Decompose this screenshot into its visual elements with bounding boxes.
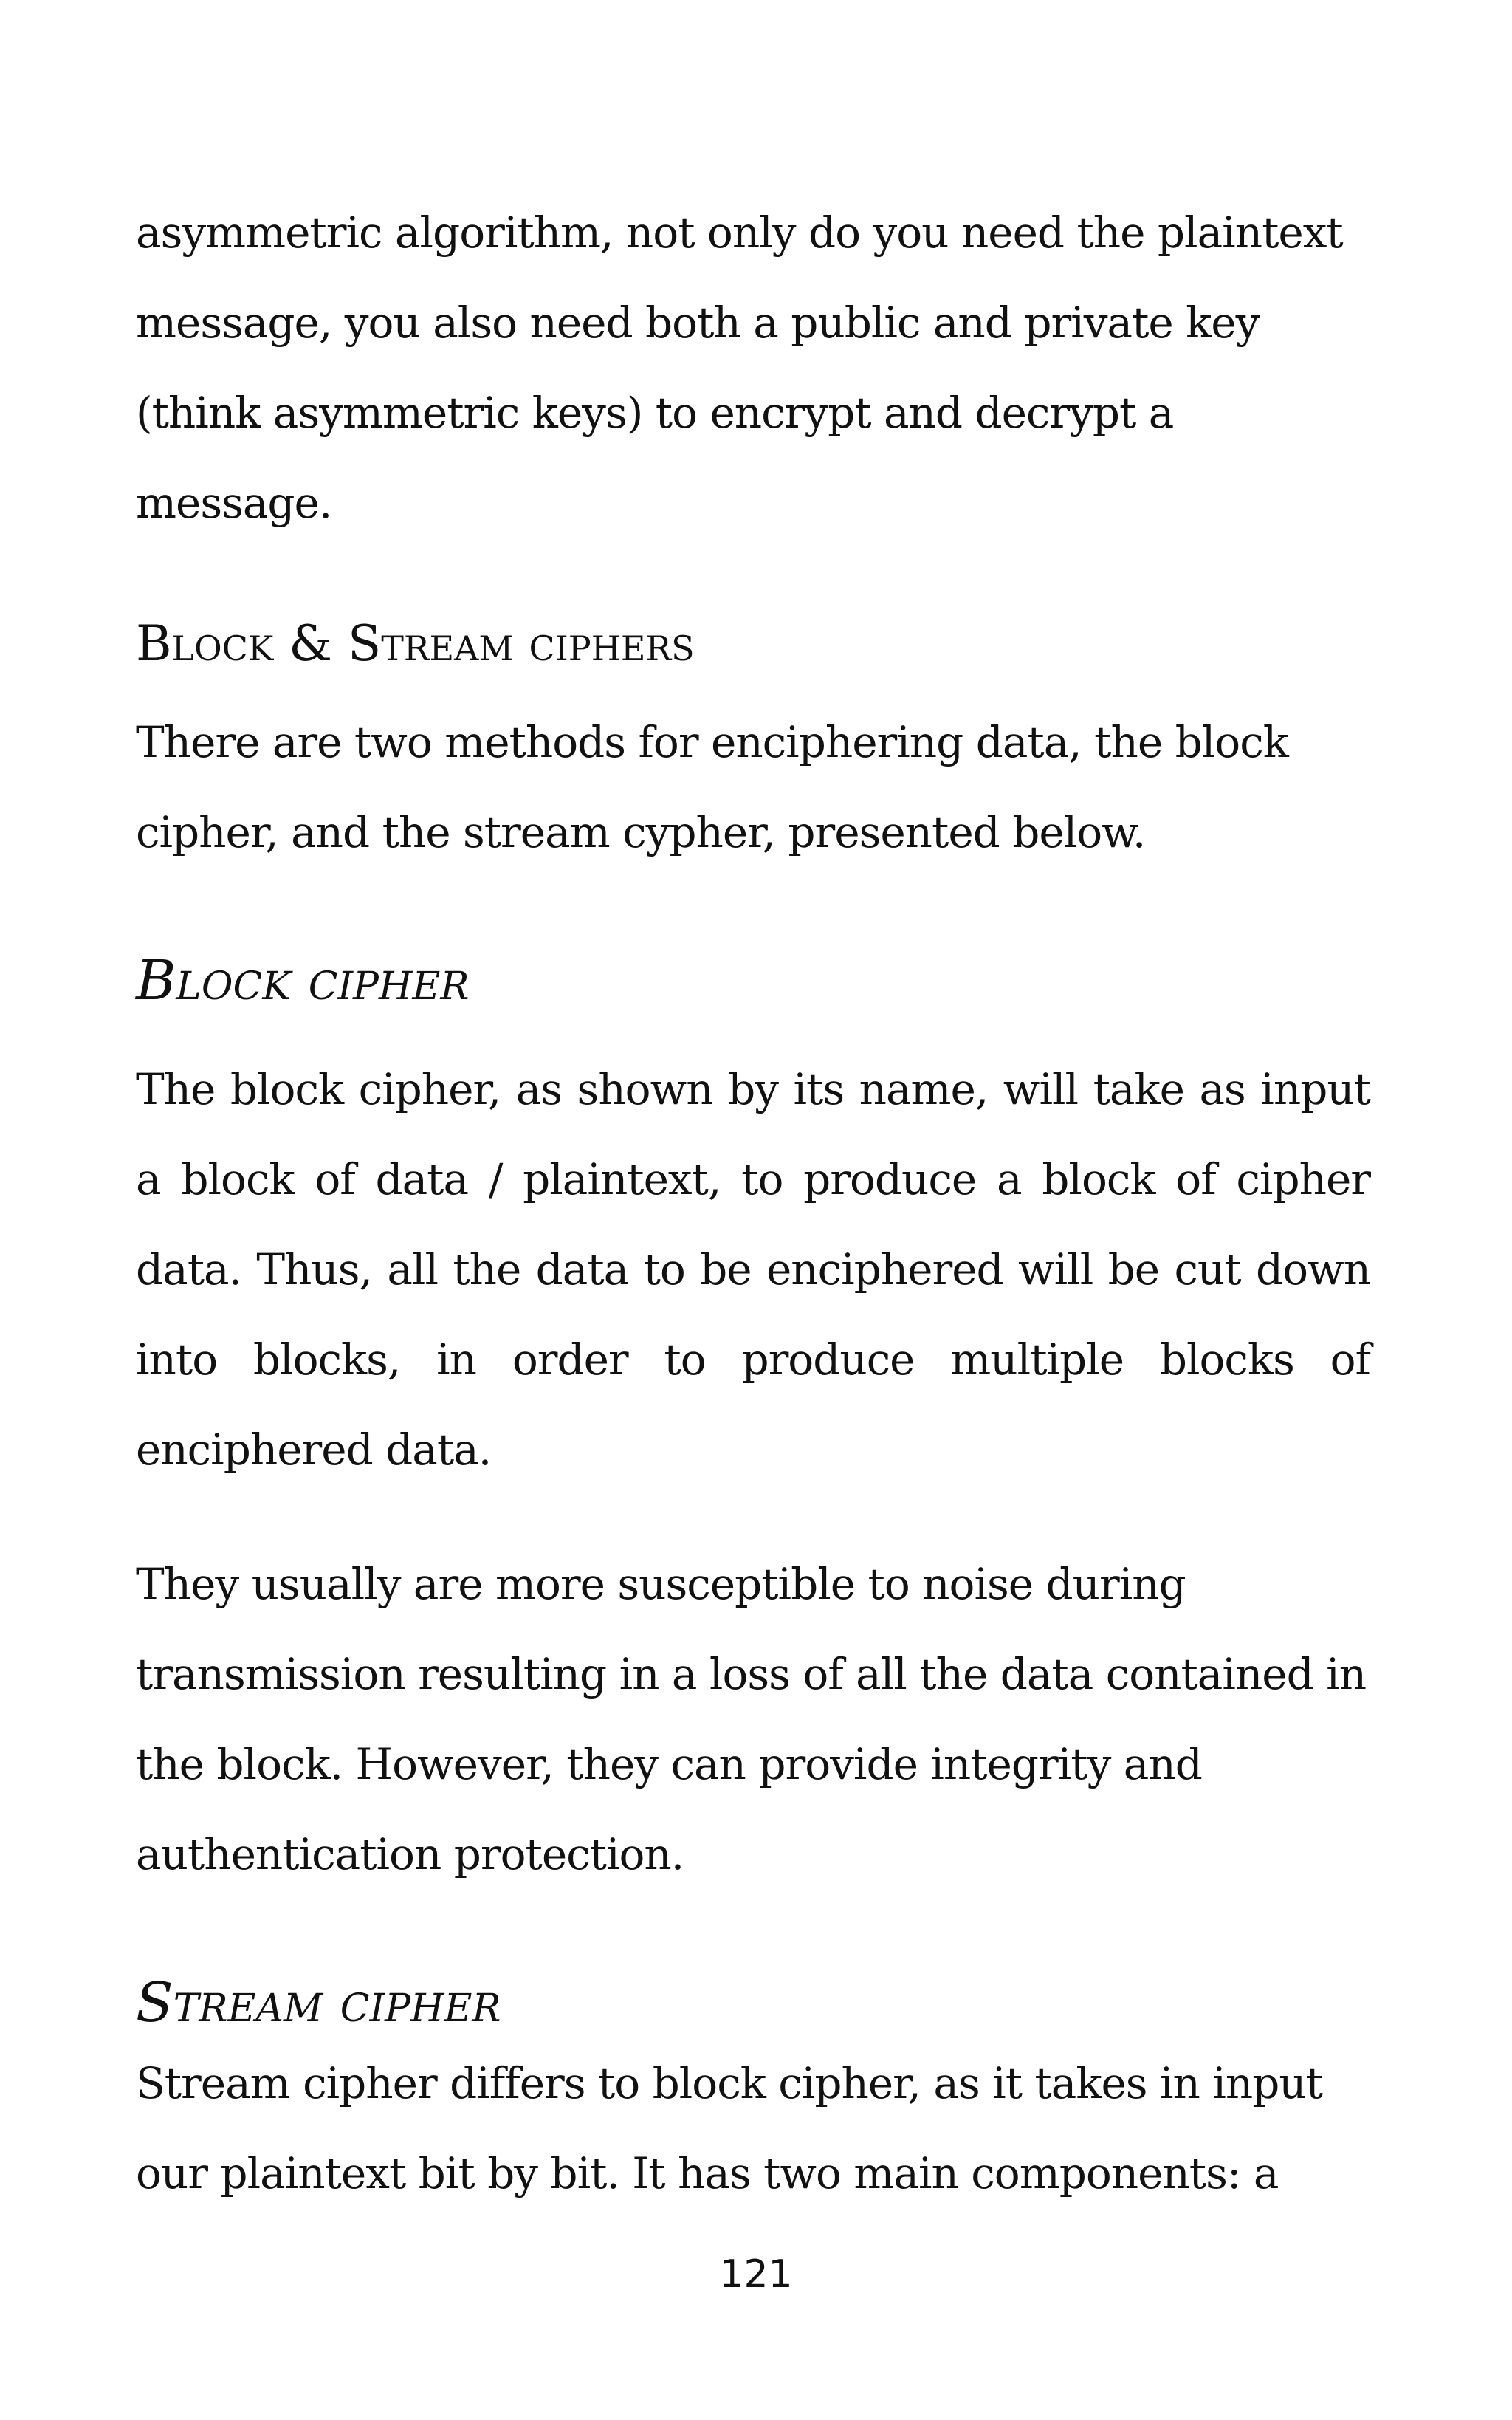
subheading-stream-cipher: Stream cipher xyxy=(136,1971,501,2035)
paragraph-asymmetric-keys: asymmetric algorithm, not only do you need the plaintext message, you also need both a public and private key (think asymmetric keys) to encrypt and decrypt a message. xyxy=(136,208,1343,528)
document-page xyxy=(136,0,1370,2420)
paragraph-block-cipher-description: The block cipher, as shown by its name, will take as input a block of data / plaintext, to produce a block of cipher data. Thus, all the data to be enciphered will be cut down into blocks, in order to produce multiple blocks of enciphered data. xyxy=(136,1064,1370,1475)
section-heading-block-stream-ciphers: Block & Stream ciphers xyxy=(136,615,695,672)
subheading-block-cipher: Block cipher xyxy=(136,949,470,1012)
page-number: 121 xyxy=(719,2252,793,2297)
paragraph-enciphering-methods: There are two methods for enciphering data, the block cipher, and the stream cypher, presented below. xyxy=(136,717,1288,857)
paragraph-stream-cipher-description: Stream cipher differs to block cipher, as it takes in input our plaintext bit by bit. It has two main components: a xyxy=(136,2058,1323,2198)
paragraph-block-cipher-noise: They usually are more susceptible to noise during transmission resulting in a loss of all the data contained in the block. However, they can provide integrity and authentication protection. xyxy=(136,1559,1367,1879)
